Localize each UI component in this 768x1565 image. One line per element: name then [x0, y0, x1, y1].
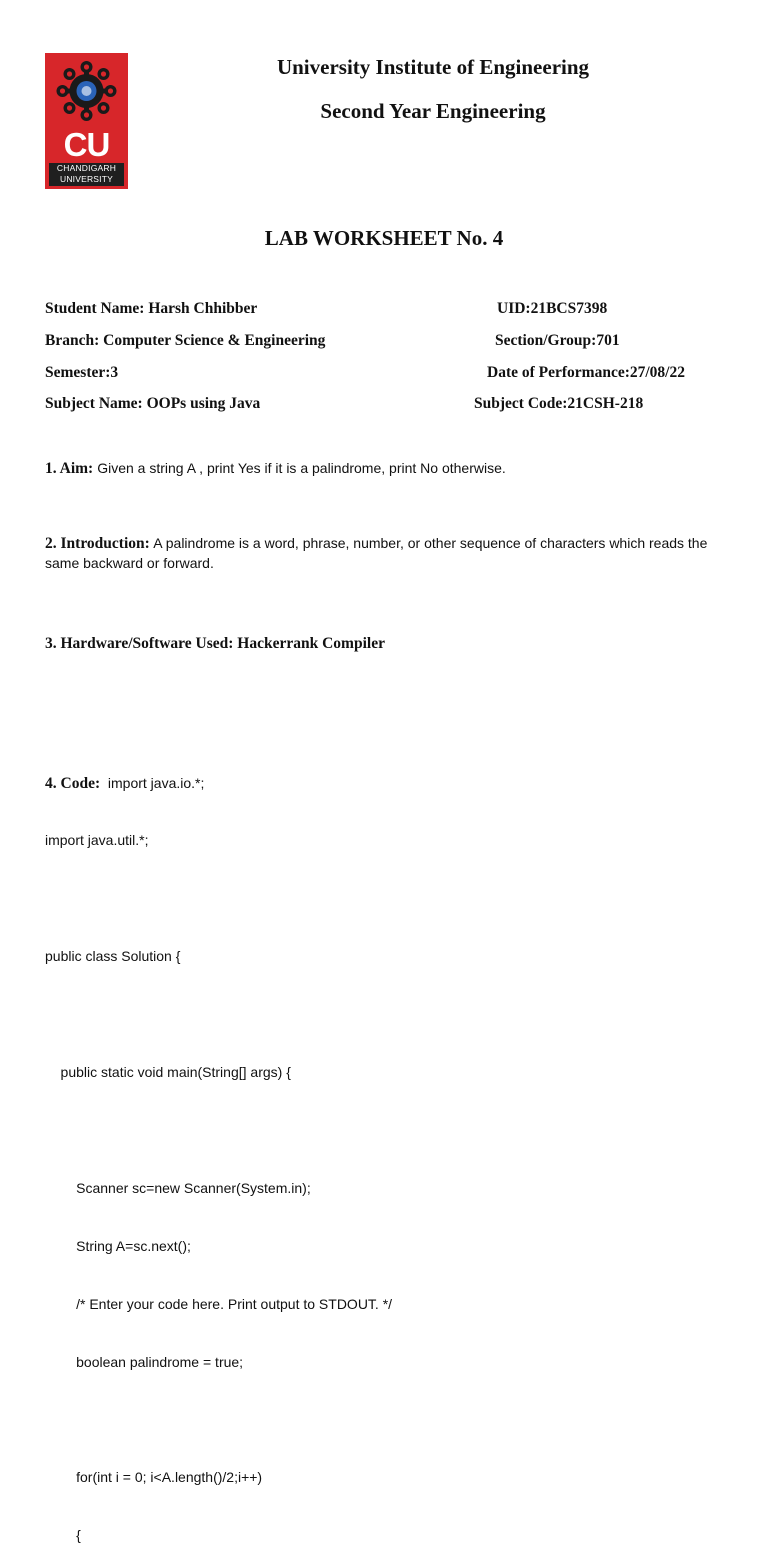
code-line: import java.io.*; [100, 774, 205, 791]
code-line: public class Solution { [45, 948, 181, 965]
institute-title: University Institute of Engineering [276, 55, 590, 79]
uid: UID:21BCS7398 [497, 300, 608, 317]
branch: Branch: Computer Science & Engineering [45, 332, 326, 349]
logo-line-1: CHANDIGARH [56, 163, 117, 173]
section-group: Section/Group:701 [495, 332, 620, 349]
logo-university-band [49, 163, 124, 186]
semester: Semester:3 [45, 364, 119, 381]
logo-initials: CU [63, 126, 110, 163]
code-line [45, 1121, 725, 1140]
student-name: Student Name: Harsh Chhibber [45, 300, 258, 317]
aim-section [45, 459, 725, 478]
code-line [45, 1410, 725, 1429]
introduction-section [45, 534, 725, 574]
date-of-performance: Date of Performance:27/08/22 [487, 364, 685, 381]
introduction-heading: 2. Introduction: [45, 535, 150, 552]
code-line [45, 1005, 725, 1024]
hardware-section-heading: 3. Hardware/Software Used: Hackerrank Compiler [45, 635, 385, 652]
code-line: for(int i = 0; i<A.length()/2;i++) [45, 1469, 263, 1486]
code-line: boolean palindrome = true; [45, 1353, 244, 1370]
code-line: import java.util.*; [45, 832, 149, 849]
subject-name: Subject Name: OOPs using Java [45, 395, 261, 412]
introduction-text: A palindrome is a word, phrase, number, or other sequence of characters which reads the same backward or forward. [45, 535, 708, 571]
code-line: { [45, 1527, 81, 1544]
code-line: String A=sc.next(); [45, 1237, 191, 1254]
aim-heading: 1. Aim: [45, 460, 94, 477]
code-line: Scanner sc=new Scanner(System.in); [45, 1179, 311, 1196]
worksheet-title: LAB WORKSHEET No. 4 [264, 226, 504, 250]
aim-text: Given a string A , print Yes if it is a palindrome, print No otherwise. [97, 460, 506, 476]
subject-code: Subject Code:21CSH-218 [474, 395, 644, 412]
code-line: /* Enter your code here. Print output to STDOUT. */ [45, 1295, 393, 1312]
code-block [45, 735, 725, 1565]
code-line: public static void main(String[] args) { [45, 1064, 291, 1081]
year-title: Second Year Engineering [320, 99, 546, 123]
logo-line-2: UNIVERSITY [59, 174, 113, 184]
code-line [45, 889, 725, 908]
code-heading: 4. Code: [45, 774, 101, 792]
